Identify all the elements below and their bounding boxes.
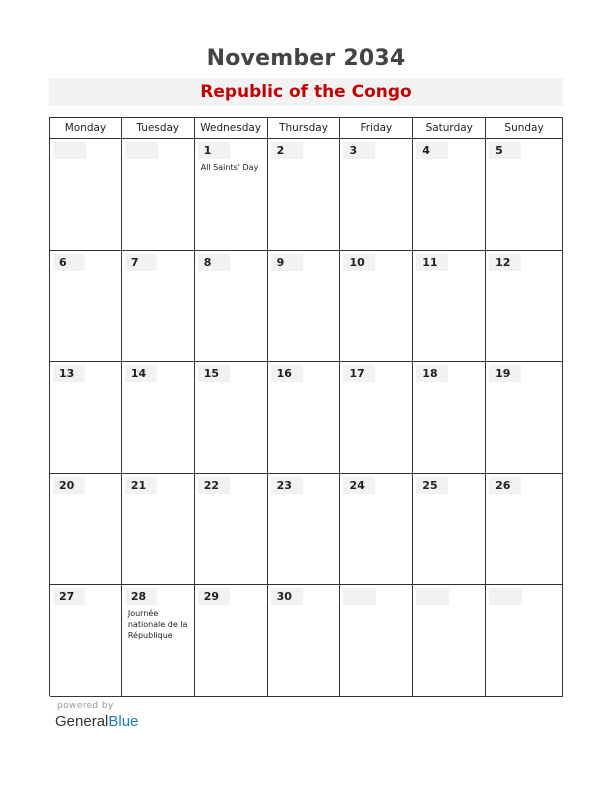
day-cell[interactable] bbox=[486, 474, 563, 586]
day-number: 15 bbox=[198, 365, 230, 382]
weekday-header-1: Tuesday bbox=[122, 118, 195, 139]
day-cell[interactable] bbox=[413, 362, 486, 474]
day-cell[interactable] bbox=[122, 474, 195, 586]
day-number: 25 bbox=[416, 477, 448, 494]
week-row bbox=[50, 362, 563, 474]
week-row bbox=[50, 139, 563, 251]
day-number: 5 bbox=[489, 142, 521, 159]
calendar-grid bbox=[49, 117, 563, 696]
day-cell[interactable] bbox=[195, 362, 268, 474]
holiday-label: Journée nationale de la République bbox=[127, 609, 188, 641]
weekday-header-6: Sunday bbox=[486, 118, 563, 139]
day-number: 21 bbox=[125, 477, 157, 494]
day-number: 16 bbox=[271, 365, 303, 382]
day-cell[interactable] bbox=[195, 139, 268, 251]
day-cell[interactable] bbox=[195, 585, 268, 697]
day-cell[interactable] bbox=[486, 251, 563, 363]
day-cell[interactable] bbox=[340, 139, 413, 251]
day-cell[interactable] bbox=[413, 139, 486, 251]
holiday-label: All Saints' Day bbox=[200, 163, 259, 172]
day-number: 26 bbox=[489, 477, 521, 494]
calendar-title: November 2034 bbox=[206, 46, 406, 71]
day-cell[interactable] bbox=[268, 585, 341, 697]
day-number: 1 bbox=[198, 142, 230, 159]
day-number: 23 bbox=[271, 477, 303, 494]
day-cell[interactable] bbox=[50, 362, 122, 474]
day-cell[interactable] bbox=[50, 585, 122, 697]
day-cell[interactable] bbox=[122, 362, 195, 474]
day-number bbox=[53, 142, 86, 159]
day-cell[interactable] bbox=[340, 362, 413, 474]
weekday-header-4: Friday bbox=[340, 118, 413, 139]
generalblue-logo[interactable] bbox=[55, 713, 138, 730]
day-number: 8 bbox=[198, 254, 230, 271]
day-number bbox=[125, 142, 158, 159]
weekday-header-row bbox=[50, 118, 563, 139]
week-row bbox=[50, 474, 563, 586]
day-number: 9 bbox=[271, 254, 303, 271]
day-number: 6 bbox=[53, 254, 85, 271]
day-cell[interactable] bbox=[50, 251, 122, 363]
weekday-header-2: Wednesday bbox=[195, 118, 268, 139]
day-number: 7 bbox=[125, 254, 157, 271]
weekday-header-5: Saturday bbox=[413, 118, 486, 139]
empty-day-cell bbox=[413, 585, 486, 697]
day-cell[interactable] bbox=[486, 139, 563, 251]
empty-day-cell bbox=[340, 585, 413, 697]
day-cell[interactable] bbox=[122, 585, 195, 697]
powered-by-label: powered by bbox=[57, 701, 114, 711]
empty-day-cell bbox=[50, 139, 122, 251]
calendar-weeks bbox=[50, 139, 563, 697]
day-number: 29 bbox=[198, 588, 230, 605]
day-number: 10 bbox=[343, 254, 375, 271]
day-number: 30 bbox=[271, 588, 303, 605]
weekday-header-3: Thursday bbox=[268, 118, 341, 139]
day-cell[interactable] bbox=[340, 474, 413, 586]
day-number: 28 bbox=[125, 588, 157, 605]
day-cell[interactable] bbox=[195, 474, 268, 586]
week-row bbox=[50, 585, 563, 697]
day-cell[interactable] bbox=[413, 251, 486, 363]
day-number: 11 bbox=[416, 254, 448, 271]
day-number bbox=[343, 588, 376, 605]
empty-day-cell bbox=[122, 139, 195, 251]
day-cell[interactable] bbox=[50, 474, 122, 586]
day-cell[interactable] bbox=[268, 139, 341, 251]
day-cell[interactable] bbox=[268, 362, 341, 474]
day-cell[interactable] bbox=[413, 474, 486, 586]
day-cell[interactable] bbox=[486, 362, 563, 474]
day-number: 12 bbox=[489, 254, 521, 271]
day-number: 2 bbox=[271, 142, 303, 159]
weekday-header-0: Monday bbox=[50, 118, 122, 139]
day-number: 22 bbox=[198, 477, 230, 494]
day-number: 17 bbox=[343, 365, 375, 382]
day-number: 13 bbox=[53, 365, 85, 382]
week-row bbox=[50, 251, 563, 363]
day-number: 19 bbox=[489, 365, 521, 382]
day-number: 27 bbox=[53, 588, 85, 605]
day-number: 4 bbox=[416, 142, 448, 159]
day-number bbox=[489, 588, 522, 605]
day-number bbox=[416, 588, 449, 605]
day-cell[interactable] bbox=[122, 251, 195, 363]
day-cell[interactable] bbox=[268, 474, 341, 586]
day-cell[interactable] bbox=[340, 251, 413, 363]
day-number: 18 bbox=[416, 365, 448, 382]
country-name: Republic of the Congo bbox=[49, 78, 563, 106]
day-cell[interactable] bbox=[195, 251, 268, 363]
day-number: 24 bbox=[343, 477, 375, 494]
brand-general: General bbox=[55, 713, 109, 730]
day-number: 20 bbox=[53, 477, 85, 494]
brand-blue: Blue bbox=[108, 713, 139, 730]
day-number: 14 bbox=[125, 365, 157, 382]
day-number: 3 bbox=[343, 142, 375, 159]
empty-day-cell bbox=[486, 585, 563, 697]
day-cell[interactable] bbox=[268, 251, 341, 363]
